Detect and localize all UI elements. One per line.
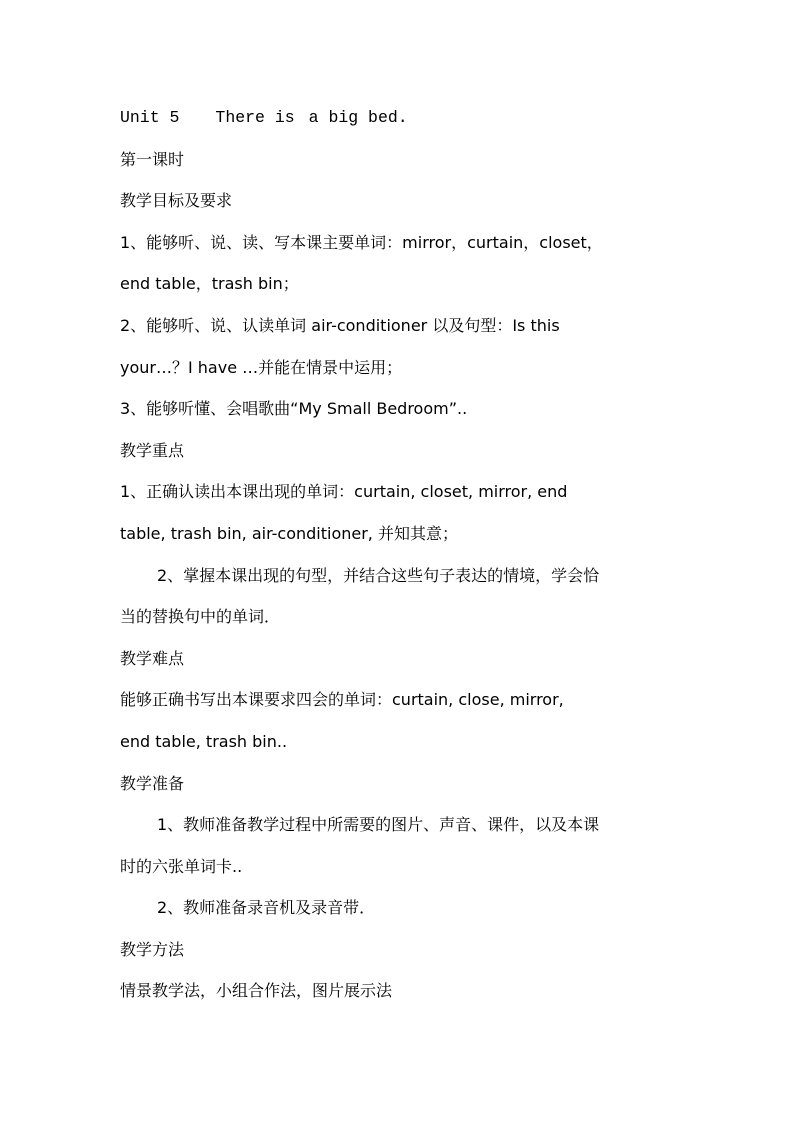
unit-label: Unit 5 xyxy=(120,108,180,127)
preparation-1-line-2: 时的六张单词卡.. xyxy=(120,856,243,876)
difficulty-line-1: 能够正确书写出本课要求四会的单词：curtain, close, mirror, xyxy=(120,690,564,710)
method-heading: 教学方法 xyxy=(120,939,185,959)
goal-2-line-2: your…？I have …并能在情景中运用； xyxy=(120,357,403,377)
preparation-heading: 教学准备 xyxy=(120,773,185,793)
preparation-2: 2、教师准备录音机及录音带． xyxy=(157,898,376,918)
preparation-1-line-1: 1、教师准备教学过程中所需要的图片、声音、课件，以及本课 xyxy=(157,815,600,835)
key-point-2-line-1: 2、掌握本课出现的句型，并结合这些句子表达的情境，学会恰 xyxy=(157,565,600,585)
goals-heading: 教学目标及要求 xyxy=(120,191,233,211)
key-point-1-line-1: 1、正确认读出本课出现的单词：curtain, closet, mirror, end xyxy=(120,482,568,502)
key-point-1-line-2: table, trash bin, air-conditioner, 并知其意； xyxy=(120,523,458,543)
key-point-2-line-2: 当的替换句中的单词． xyxy=(120,607,281,627)
title-rest: a big bed. xyxy=(308,108,408,127)
difficulty-line-2: end table, trash bin.. xyxy=(120,731,288,751)
lesson-label: 第一课时 xyxy=(120,149,185,169)
unit-title xyxy=(120,97,680,139)
key-points-heading: 教学重点 xyxy=(120,440,185,460)
difficulty-heading: 教学难点 xyxy=(120,648,185,668)
document-body xyxy=(120,97,680,1012)
goal-3: 3、能够听懂、会唱歌曲“My Small Bedroom”.. xyxy=(120,399,468,419)
goal-2-line-1: 2、能够听、说、认读单词 air-conditioner 以及句型：Is this xyxy=(120,315,560,335)
goal-1-line-1: 1、能够听、说、读、写本课主要单词：mirror，curtain，closet， xyxy=(120,232,603,252)
methods-text: 情景教学法，小组合作法，图片展示法 xyxy=(120,981,393,1001)
title-there-is: There is xyxy=(215,108,295,127)
goal-1-line-2: end table，trash bin； xyxy=(120,274,299,294)
